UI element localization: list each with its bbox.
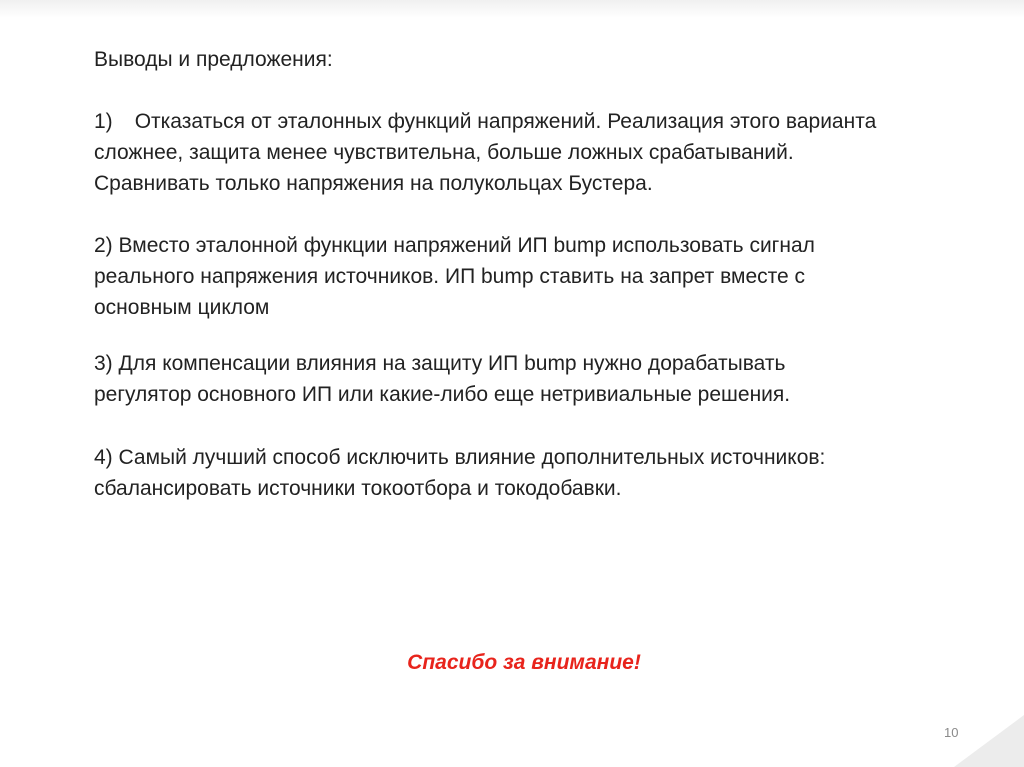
item-1-line-2: сложнее, защита менее чувствительна, больше ложных срабатываний. xyxy=(94,141,794,164)
item-1-number: 1) xyxy=(94,110,113,133)
top-shadow xyxy=(0,0,1024,18)
item-1-line-1 xyxy=(94,106,974,137)
heading-text: Выводы и предложения: xyxy=(94,48,333,71)
thank-you-message: Спасибо за внимание! xyxy=(407,651,641,674)
item-3-line-2: регулятор основного ИП или какие-либо еще нетривиальные решения. xyxy=(94,383,791,406)
item-4-line-2: сбалансировать источники токоотбора и токодобавки. xyxy=(94,477,622,500)
conclusion-item-2 xyxy=(94,230,974,323)
conclusion-item-3 xyxy=(94,348,974,410)
conclusion-item-4 xyxy=(94,442,974,504)
page-number: 10 xyxy=(944,725,959,740)
item-2-line-2: реального напряжения источников. ИП bump ставить на запрет вместе с xyxy=(94,265,806,288)
page-corner-fold xyxy=(954,715,1024,767)
slide-heading xyxy=(94,44,974,75)
item-3-line-1: 3) Для компенсации влияния на защиту ИП bump нужно дорабатывать xyxy=(94,352,786,375)
conclusion-item-1 xyxy=(94,106,974,199)
item-1-line-1-text: Отказаться от эталонных функций напряжений. Реализация этого варианта xyxy=(134,110,877,133)
item-2-line-1: 2) Вместо эталонной функции напряжений ИП bump использовать сигнал xyxy=(94,234,815,257)
item-1-line-3: Сравнивать только напряжения на полукольцах Бустера. xyxy=(94,172,653,195)
item-4-line-1: 4) Самый лучший способ исключить влияние дополнительных источников: xyxy=(94,446,826,469)
item-2-line-3: основным циклом xyxy=(94,296,270,319)
